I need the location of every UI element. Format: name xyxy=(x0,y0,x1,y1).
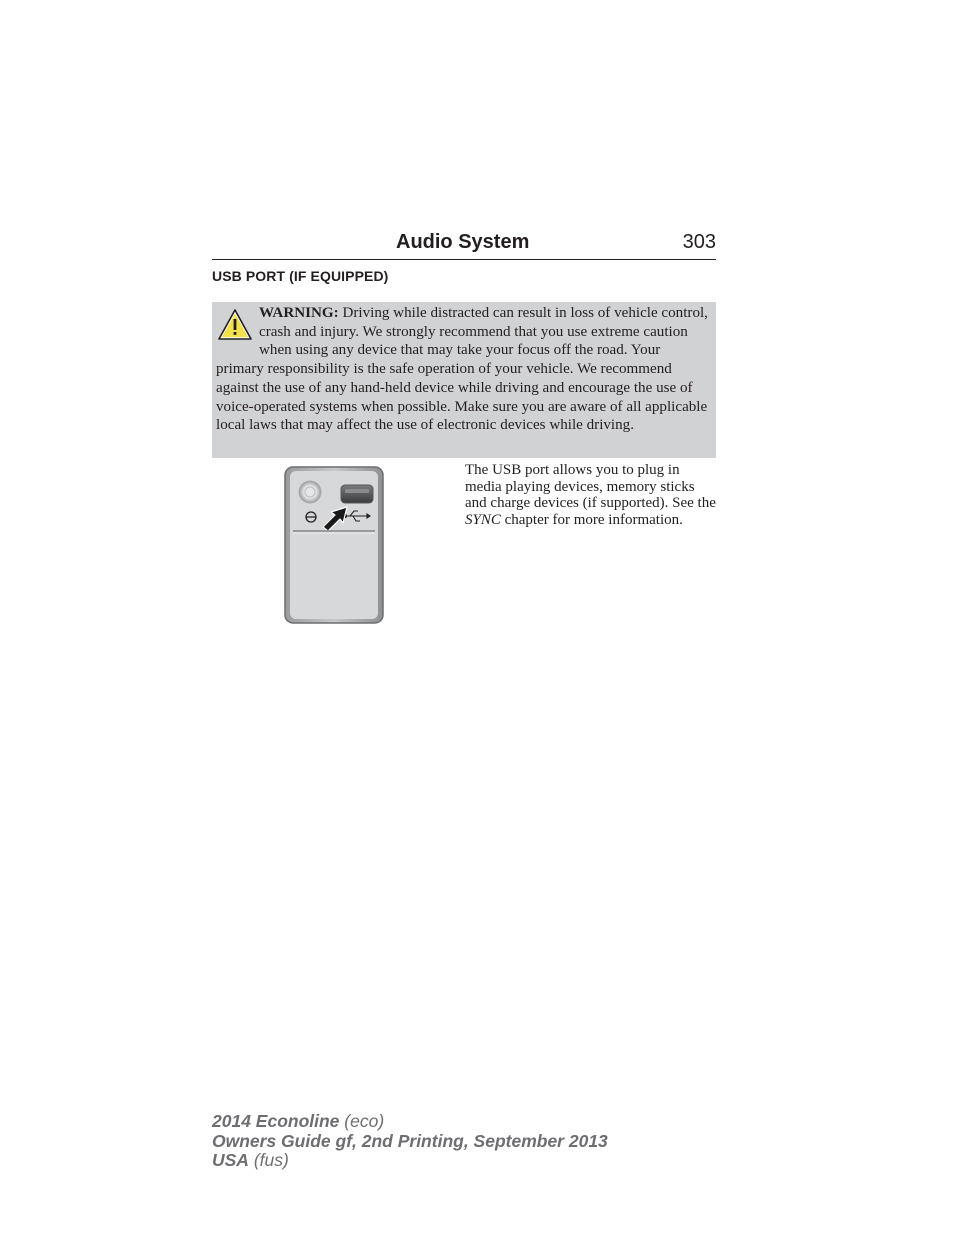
sync-reference: SYNC xyxy=(465,511,501,528)
footer-model: 2014 Econoline xyxy=(212,1111,340,1131)
warning-triangle-icon xyxy=(216,307,254,343)
section-heading: USB PORT (IF EQUIPPED) xyxy=(212,268,389,284)
footer-model-code: (eco) xyxy=(344,1111,385,1131)
warning-box xyxy=(212,302,716,458)
page-number: 303 xyxy=(682,231,716,253)
usb-description xyxy=(465,462,717,528)
usb-text-after: chapter for more information. xyxy=(504,511,683,528)
footer-market-code: (fus) xyxy=(253,1150,289,1170)
usb-port-panel-icon xyxy=(283,465,385,625)
section-title: Audio System xyxy=(396,231,530,253)
footer-line-1 xyxy=(212,1112,608,1132)
footer-line-3 xyxy=(212,1151,608,1171)
warning-label: WARNING: xyxy=(259,305,339,321)
page-footer xyxy=(212,1112,608,1171)
page-header xyxy=(212,229,716,260)
footer-market: USA xyxy=(212,1150,249,1170)
usb-text-before: The USB port allows you to plug in media playing devices, memory sticks and charge devices (if supported). See the xyxy=(465,462,716,511)
footer-guide: Owners Guide gf, 2nd Printing, September 2013 xyxy=(212,1130,608,1151)
warning-text: Driving while distracted can result in loss of vehicle control, crash and injury. We strongly recommend that you use extreme caution when using any device that may take your focus off the road. Your primary responsibility is the safe operation of your vehicle. We recommend against the use of any hand-held device while driving and encourage the use of voice-operated systems when possible. Make sure you are aware of all applicable local laws that may affect the use of electronic devices while driving. xyxy=(216,305,708,434)
footer-line-2 xyxy=(212,1132,608,1152)
